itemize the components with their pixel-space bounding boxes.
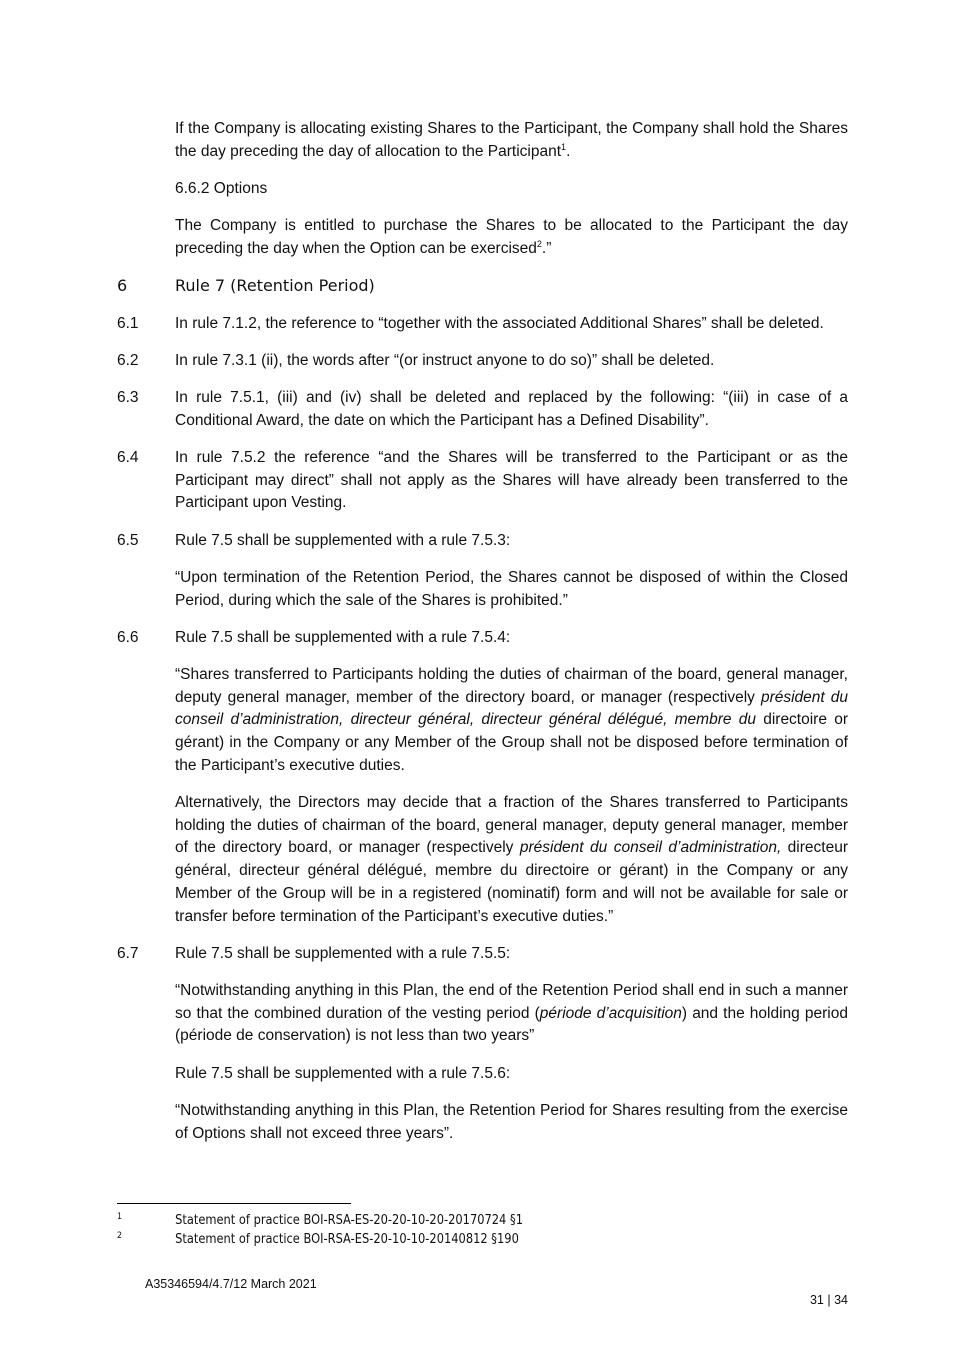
quote-text: “Shares transferred to Participants holding the duties of chairman of the board, general manager, deputy general manager, member of the directory board, or manager (respectively [175,666,848,706]
rule-7-5-6-intro: Rule 7.5 shall be supplemented with a rule 7.5.6: [175,1065,511,1082]
quote-italic-text: président du conseil d’administration, [519,839,782,857]
item-text: In rule 7.5.1, (iii) and (iv) shall be deleted and replaced by the following: “(iii) in case of a Conditional Award, the date on which the Participant has a Defined Disability”. [175,389,848,429]
paragraph-text: The Company is entitled to purchase the Shares to be allocated to the Participant the day preceding the day when the Option can be exercised [175,217,848,257]
footnote-number: 2 [117,1231,123,1241]
list-item-6-7 [117,943,848,966]
footnote-divider [117,1203,351,1204]
quote-rule-7-5-6: “Notwithstanding anything in this Plan, the Retention Period for Shares resulting from the exercise of Options shall not exceed three years”. [175,1102,848,1142]
list-item-6-2 [117,350,848,373]
item-number: 6.2 [117,352,139,369]
item-text: Rule 7.5 shall be supplemented with a rule 7.5.3: [175,532,511,549]
list-item-6-3 [117,387,848,432]
quote-rule-7-5-4-a [175,664,848,778]
list-item-6-4 [117,447,848,515]
list-item-6-6 [117,627,848,650]
footnote-ref-2[interactable]: 2 [536,238,542,249]
section-title: Rule 7 (Retention Period) [175,276,375,295]
quote-text: directoire or gérant) in the Company or any Member of the Group shall not be disposed before termination of the Participant’s executive duties. [175,711,848,774]
page-number: 31 | 34 [809,1293,848,1307]
quote-text: ) and the holding period (période de conservation) is not less than two years” [175,1004,848,1045]
quote-text: Alternatively, the Directors may decide that a fraction of the Shares transferred to Participants holding the duties of chairman of the board, general manager, deputy general manager, member of the directory board, or manager (respectively [175,794,848,857]
paragraph-purchase-shares [175,215,848,260]
footnote-text: Statement of practice BOI-RSA-ES-20-10-10-20140812 §190 [175,1232,519,1247]
quote-text: directeur général, directeur général délégué, membre du directoire or gérant) in the Company or any Member of the Group will be in a registered (nominatif) form and will not be available for sale or transfer before termination of the Participant’s executive duties.” [175,839,848,925]
item-number: 6.1 [117,315,139,332]
sub-heading-options: 6.6.2 Options [175,180,268,197]
item-number: 6.5 [117,532,139,549]
section-heading [117,275,848,297]
item-text: In rule 7.5.2 the reference “and the Shares will be transferred to the Participant or as the Participant may direct” shall not apply as the Shares will have already been transferred to the Participant upon Vesting. [175,449,848,512]
footnote-2 [117,1231,733,1248]
item-text: Rule 7.5 shall be supplemented with a rule 7.5.5: [175,945,511,962]
footnote-number: 1 [117,1212,123,1222]
quote-rule-7-5-5 [175,980,848,1048]
item-number: 6.4 [117,449,139,466]
item-number: 6.3 [117,389,139,406]
paragraph-existing-shares [175,118,848,163]
item-text: In rule 7.3.1 (ii), the words after “(or instruct anyone to do so)” shall be deleted. [175,352,715,369]
item-text: Rule 7.5 shall be supplemented with a rule 7.5.4: [175,629,511,646]
quote-rule-7-5-3: “Upon termination of the Retention Period, the Shares cannot be disposed of within the Closed Period, during which the sale of the Shares is prohibited.” [175,569,848,609]
paragraph-end: .” [541,239,552,257]
paragraph-end: . [566,142,571,160]
section-number: 6 [117,276,128,295]
footnote-ref-1[interactable]: 1 [561,141,567,152]
item-number: 6.7 [117,945,139,962]
quote-rule-7-5-4-b [175,792,848,928]
item-number: 6.6 [117,629,139,646]
quote-italic-text: période d’acquisition [539,1004,682,1022]
quote-text: “Notwithstanding anything in this Plan, the end of the Retention Period shall end in such a manner so that the combined duration of the vesting period ( [175,982,848,1022]
quote-italic-text: président du conseil d’administration, directeur général, directeur général délégué, membre du [175,688,848,729]
list-item-6-5 [117,530,848,553]
document-reference: A35346594/4.7/12 March 2021 [145,1277,317,1291]
item-text: In rule 7.1.2, the reference to “together with the associated Additional Shares” shall be deleted. [175,315,824,332]
footnote-1 [117,1212,733,1229]
paragraph-text: If the Company is allocating existing Shares to the Participant, the Company shall hold the Shares the day preceding the day of allocation to the Participant [175,120,848,160]
list-item-6-1 [117,313,848,336]
footnote-text: Statement of practice BOI-RSA-ES-20-20-10-20-20170724 §1 [175,1213,523,1228]
